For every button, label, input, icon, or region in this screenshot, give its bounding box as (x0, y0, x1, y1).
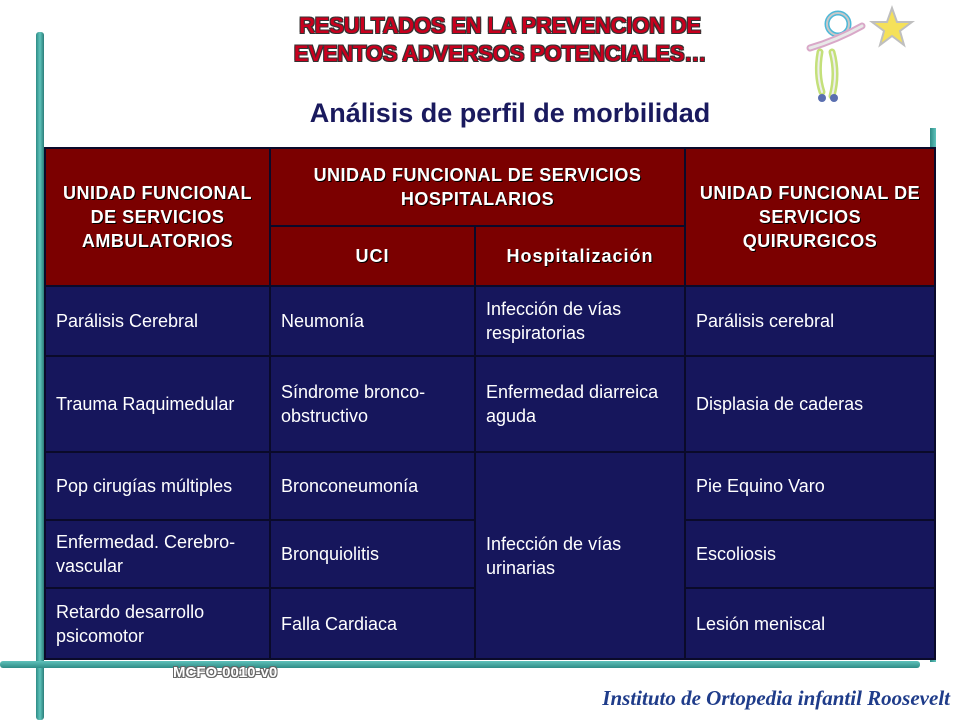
institution-name: Instituto de Ortopedia infantil Roosevelt (602, 686, 950, 710)
cell-ambulatorios: Enfermedad. Cerebro-vascular (45, 520, 270, 588)
cell-uci: Falla Cardiaca (270, 588, 475, 659)
cell-hospitalizacion: Enfermedad diarreica aguda (475, 356, 685, 452)
title-line-1: RESULTADOS EN LA PREVENCION DE (299, 13, 701, 38)
cell-hospitalizacion: Infección de vías urinarias (475, 452, 685, 659)
header-hospitalarios: UNIDAD FUNCIONAL DE SERVICIOS HOSPITALARIOS (270, 148, 685, 226)
cell-hospitalizacion: Infección de vías respiratorias (475, 286, 685, 356)
cell-uci: Bronconeumonía (270, 452, 475, 520)
cell-quirurgicos: Displasia de caderas (685, 356, 935, 452)
table-row (45, 286, 935, 356)
slide-title (200, 12, 800, 68)
slide-subtitle: Análisis de perfil de morbilidad (309, 98, 711, 128)
frame-horizontal-bar (0, 661, 920, 668)
cell-quirurgicos: Pie Equino Varo (685, 452, 935, 520)
table-row (45, 452, 935, 520)
cell-ambulatorios: Pop cirugías múltiples (45, 452, 270, 520)
header-quirurgicos: UNIDAD FUNCIONAL DE SERVICIOS QUIRURGICOS (685, 148, 935, 286)
header-uci: UCI (270, 226, 475, 286)
title-line-2: EVENTOS ADVERSOS POTENCIALES… (293, 41, 707, 66)
cell-quirurgicos: Parálisis cerebral (685, 286, 935, 356)
cell-ambulatorios: Retardo desarrollo psicomotor (45, 588, 270, 659)
institute-logo-icon (792, 4, 922, 104)
cell-uci: Neumonía (270, 286, 475, 356)
header-ambulatorios: UNIDAD FUNCIONAL DE SERVICIOS AMBULATORIOS (45, 148, 270, 286)
morbidity-table (44, 147, 936, 660)
cell-uci: Síndrome bronco-obstructivo (270, 356, 475, 452)
cell-ambulatorios: Parálisis Cerebral (45, 286, 270, 356)
document-code: MCFO-0010-v0 (173, 664, 278, 681)
cell-uci: Bronquiolitis (270, 520, 475, 588)
table-row (45, 356, 935, 452)
cell-quirurgicos: Lesión meniscal (685, 588, 935, 659)
header-hospitalizacion: Hospitalización (475, 226, 685, 286)
frame-vertical-bar (36, 32, 44, 720)
cell-ambulatorios: Trauma Raquimedular (45, 356, 270, 452)
cell-quirurgicos: Escoliosis (685, 520, 935, 588)
